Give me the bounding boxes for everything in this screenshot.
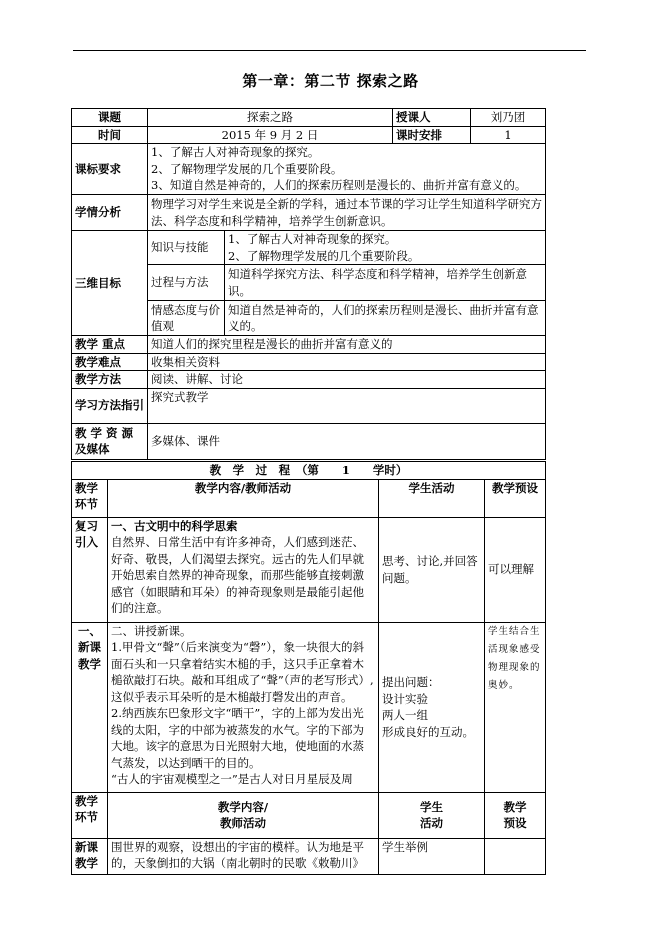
process-content: 知道科学探究方法、科学态度和科学精神，培养学生创新意识。: [225, 265, 546, 301]
new-lesson-2-notes: [485, 838, 546, 874]
new-lesson-item-2: 2.纳西族东巴象形文字“晒干”，字的上部为发出光线的太阳，字的中部为被蒸发的水气。字的下部为大地。该字的意思为日光照射大地，使地面的水蒸气蒸发，以达到晒干的目的。: [111, 706, 364, 770]
requirement-3: 3、知道自然是神奇的，人们的探索历程则是漫长的、曲折并富有意义的。: [151, 178, 527, 193]
header-rule: [73, 50, 586, 51]
student-step-4: 形成良好的互动。: [382, 724, 474, 739]
teaching-process-table: [71, 461, 546, 875]
label-process: 过程与方法: [148, 265, 225, 301]
lesson-info-table: [71, 108, 546, 460]
student-step-2: 设计实验: [382, 691, 428, 706]
label-time: 时间: [72, 126, 148, 144]
col-content-header: 教学内容/教师活动: [108, 479, 379, 517]
col-student-header-2-line1: 学生: [420, 799, 443, 814]
review-content: [108, 517, 379, 622]
key-point-content: 知道人们的探究里程是漫长的曲折并富有意义的: [148, 336, 546, 354]
stage-review: 复习引入: [72, 517, 108, 622]
knowledge-1: 1、了解古人对神奇现象的探究。: [228, 232, 397, 246]
label-requirements: 课标要求: [72, 144, 148, 195]
col-student-header-2-line2: 活动: [420, 816, 443, 830]
label-analysis: 学情分析: [72, 195, 148, 231]
label-guidance: 学习方法指引: [72, 388, 148, 423]
teacher-value: 刘乃团: [471, 109, 546, 127]
label-topic: 课题: [72, 109, 148, 127]
label-teacher: 授课人: [393, 109, 471, 127]
review-notes: 可以理解: [485, 517, 546, 622]
hours-value: 1: [471, 126, 546, 144]
col-stage-header-2: 教学环节: [72, 792, 108, 838]
process-heading: 教 学 过 程 （第 1 学时）: [72, 462, 546, 480]
topic-value: 探索之路: [148, 109, 393, 127]
new-lesson-student: [379, 622, 485, 792]
stage-new-lesson: 一、新课教学: [72, 622, 108, 792]
review-student: 思考、讨论,并回答问题。: [379, 517, 485, 622]
knowledge-content: [225, 231, 546, 265]
col-student-header: 学生活动: [379, 479, 485, 517]
col-notes-header-2-line1: 教学: [503, 799, 527, 814]
new-lesson-2-student: 学生举例: [379, 838, 485, 874]
col-notes-header: 教学预设: [485, 479, 546, 517]
col-stage-header: 教学环节: [72, 479, 108, 517]
student-step-3: 两人一组: [382, 708, 428, 722]
label-key-point: 教学 重点: [72, 336, 148, 354]
requirement-1: 1、了解古人对神奇现象的探究。: [151, 145, 320, 160]
col-content-header-2-line1: 教学内容/: [217, 799, 269, 814]
emotion-content: 知道自然是神奇的，人们的探索历程则是漫长、曲折并富有意义的。: [225, 301, 546, 336]
requirement-2: 2、了解物理学发展的几个重要阶段。: [151, 161, 343, 176]
col-notes-header-2-line2: 预设: [503, 816, 527, 830]
label-goals: 三维目标: [72, 231, 148, 336]
new-lesson-notes: 学生结合生活现象感受物理现象的奥妙。: [485, 622, 546, 792]
review-content-title: 一、古文明中的科学思索: [111, 518, 238, 533]
new-lesson-title: 二、讲授新课。: [111, 623, 192, 638]
difficulty-content: 收集相关资料: [148, 353, 546, 371]
label-knowledge: 知识与技能: [148, 231, 225, 265]
analysis-content: 物理学习对学生来说是全新的学科，通过本节课的学习让学生知道科学研究方法、科学态度和科学精神，培养学生创新意识。: [148, 195, 546, 231]
label-difficulty: 教学难点: [72, 353, 148, 371]
resources-content: 多媒体、课件: [148, 423, 546, 459]
col-content-header-2: [108, 792, 379, 838]
label-resources: 教 学 资 源及媒体: [72, 423, 148, 459]
new-lesson-2-content: 围世界的观察，设想出的宇宙的模样。认为地是平的，天象倒扣的大锅（南北朝时的民歌《敕勒川》: [108, 838, 379, 874]
col-student-header-2: [379, 792, 485, 838]
guidance-content: 探究式教学: [148, 388, 546, 423]
review-content-text: 自然界、日常生活中有许多神奇，人们感到迷茫、好奇、敬畏，人们渴望去探究。远古的先人们早就开始思索自然界的神奇现象，而那些能够直接刺激感官（如眼睛和耳朵）的神奇现象则是最能引起他们的注意。: [111, 535, 364, 615]
label-method: 教学方法: [72, 371, 148, 389]
new-lesson-content: [108, 622, 379, 792]
method-content: 阅读、讲解、讨论: [148, 371, 546, 389]
label-hours: 课时安排: [393, 126, 471, 144]
student-step-1: 提出问题：: [382, 675, 440, 689]
new-lesson-item-1: 1.甲骨文“聲”（后来演变为“磬”），象一块很大的斜面石头和一只拿着结实木槌的手，这只手正拿着木槌欲敲打石块。敲和耳组成了“聲”（声的老写形式）,这似乎表示耳朵听的是木槌敲打磬发出的声音。: [111, 640, 374, 704]
new-lesson-item-3: “古人的宇宙观模型之一”是古人对日月星辰及周: [111, 772, 353, 786]
knowledge-2: 2、了解物理学发展的几个重要阶段。: [228, 248, 420, 263]
requirements-content: [148, 144, 546, 195]
label-emotion: 情感态度与价值观: [148, 301, 225, 336]
date-value: 2015 年 9 月 2 日: [148, 126, 393, 144]
col-notes-header-2: [485, 792, 546, 838]
stage-new-lesson-2: 新课教学: [72, 838, 108, 874]
col-content-header-2-line2: 教师活动: [220, 816, 266, 830]
page-title: 第一章：第二节 探索之路: [242, 72, 419, 90]
